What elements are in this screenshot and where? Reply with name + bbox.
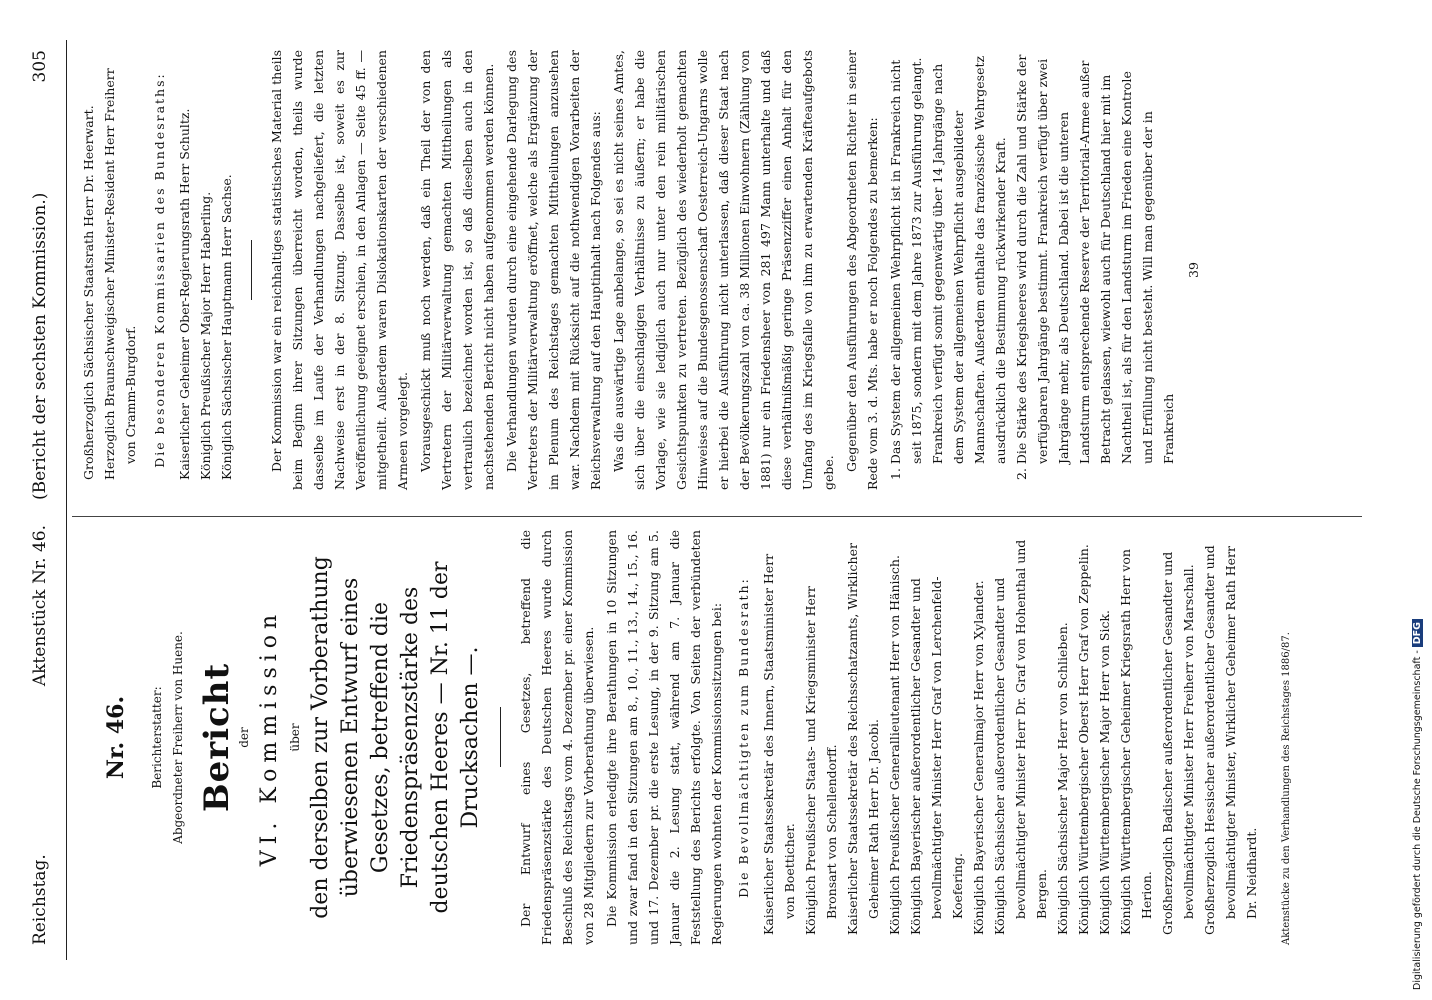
list-item: Großherzoglich Hessischer außerordentlicher Gesandter und bevollmächtigter Minister, Wirklicher Geheimer Rath Herr Dr. Neidhardt. [1202, 545, 1259, 935]
list-item: Königlich Württembergischer Oberst Herr Graf von Zeppelin. [1076, 544, 1091, 935]
document-number: Nr. 46. [103, 695, 129, 780]
ueber-label: über [288, 723, 302, 752]
header-reichstag: Reichstag. [30, 854, 50, 945]
reporter-label: Berichterstatter: [150, 686, 164, 789]
paragraph: Die Kommission erledigte ihre Berathungen in 10 Sitzungen und zwar fand in den Sitzungen am 8., 10., 11., 13., 14., 15., 16. und 17. Dezember pr. die erste Lesung, in der 9. Sitzung am 5. Januar die 2. Lesung statt, während am 7. Januar die Feststellung des Berichts erfolgte. Von Seiten der verbündeten Regierungen wohnten der Kommissionssitzungen bei: [604, 530, 724, 945]
list-item: Großherzoglich Sächsischer Staatsrath Herr Dr. Heerwart. [81, 105, 96, 480]
paragraph: Gegenüber den Ausführungen des Abgeordneten Richter in seiner Rede vom 3. d. Mts. habe er noch Folgendes zu bemerken: [844, 50, 880, 490]
numbered-item: 2. Die Stärke des Kriegsheeres wird durch die Zahl und Stärke der verfügbaren Jahrgänge bestimmt. Frankreich verfügt über zwei Jahrgänge mehr, als Deutschland. Dabei ist die unteren Landsturm entsprechende Reserve der Territorial-Armee außer Betracht gelassen, wiewohl auch für Deutschland hier mit im Nachtheil ist, als für den Landsturm im Frieden eine Kontrole und Erfüllung nicht besteht. Will man gegenüber der in Frankreich [1014, 54, 1176, 480]
plenipotentiaries-list [758, 530, 1262, 945]
reporter-name: Abgeordneter Freiherr von Huene. [171, 631, 185, 844]
report-title: den derselben zur Vorberathung überwiesenen Entwurf eines Gesetzes, betreffend die Friedenspräsenzstärke des deutschen Heeres — Nr. 11 der Drucksachen —. [308, 556, 483, 919]
list-item: Königlich Bayerischer Generalmajor Herr von Xylander. [971, 580, 986, 935]
header-left [30, 525, 66, 945]
header-right [30, 50, 66, 500]
header-aktenstueck: Aktenstück Nr. 46. [30, 525, 50, 687]
list-item: Königlich Preußischer Generallieutenant Herr von Hänisch. [887, 555, 902, 935]
numbered-item: 1. Das System der allgemeinen Wehrpflicht ist in Frankreich nicht seit 1875, sondern mit dem Jahre 1873 zur Ausführung gelangt. Frankreich verfügt somit gegenwärtig über 14 Jahrgänge nach dem System der allgemeinen Wehrpflicht ausgebildeter Mannschaften. Außerdem enthalte das französische Wehrgesetz ausdrücklich die Bestimmung rückwirkender Kraft. [888, 55, 1008, 480]
list-item: Königlich Preußischer Staats- und Kriegsminister Herr Bronsart von Schellendorff. [803, 586, 839, 935]
separator [251, 240, 252, 300]
commissioners-heading: Die besonderen Kommissarien des Bundesraths: [152, 72, 167, 468]
list-item: Königlich Bayerischer außerordentlicher Gesandter und bevollmächtigter Minister Herr Graf von Lerchenfeld-Koefering. [908, 576, 965, 935]
paragraph: Was die auswärtige Lage anbelange, so sei es nicht seines Amtes, sich über die einschlagigen Verhältnisse zu äußern; er habe die Vorlage, wie sie lediglich auch nur unter den rein militärischen Gesichtspunkten zu vertreten. Bezüglich des wiederholt gemachten Hinweises auf die Bundesgenossenschaft Oesterreich-Ungarns wolle er hierbei die Ausführung nicht unterlassen, daß dieser Staat nach der Bevölkerungszahl von ca. 38 Millionen Einwohnern (Zählung von 1881) nur ein Friedensheer von 281 497 Mann unterhalte und daß diese verhältnißmäßig geringe Präsenzziffer einen Anhalt für den Umfang des im Kriegsfalle von ihm zu erwartenden Kräfteaufgebots gebe. [611, 50, 836, 490]
list-item: Kaiserlicher Staatssekretär des Innern, Staatsminister Herr von Boetticher. [761, 553, 797, 935]
paragraph: Vorausgeschickt muß noch werden, daß ein Theil der von den Vertretern der Militärverwaltung gemachten Mittheilungen als vertraulich bezeichnet worden ist, so daß dieselben auch in den nachstehenden Bericht nicht haben aufgenommen werden können. [418, 50, 496, 490]
paragraph: Der Entwurf eines Gesetzes, betreffend die Friedenspräsenzstärke des Deutschen Heeres wurde durch Beschluß des Reichstags vom 4. Dezember pr. einer Kommission von 28 Mitgliedern zur Vorberathung überwiesen. [518, 530, 596, 945]
commission-heading: VI. Kommission [257, 608, 282, 867]
list-item: Königlich Württembergischer Major Herr von Sick. [1097, 610, 1112, 935]
list-item: Königlich Sächsischer Hauptmann Herr Sachse. [219, 174, 234, 480]
list-item: Herzoglich Braunschweigischer Minister-Resident Herr Freiherr von Cramm-Burgdorf. [102, 68, 138, 480]
signature-mark: 39 [1186, 262, 1201, 278]
list-item: Kaiserlicher Geheimer Ober-Regierungsrath Herr Schultz. [177, 108, 192, 480]
list-item: Königlich Sächsischer außerordentlicher Gesandter und bevollmächtigter Minister Herr Dr. Graf von Hohenthal und Bergen. [992, 539, 1049, 935]
dfg-logo: DFG [1412, 619, 1423, 647]
list-item: Königlich Sächsischer Major Herr von Schlieben. [1055, 622, 1070, 935]
left-column [78, 530, 1297, 945]
paragraph: Die Verhandlungen wurden durch eine eingehende Darlegung des Vertreters der Militärverwaltung eröffnet, welche als Ergänzung der im Plenum des Reichstages gemachten Mittheilungen anzusehen war. Nachdem mit Rücksicht auf die nothwendigen Vorarbeiten der Reichsverwaltung auf den Hauptinhalt nach Folgendes aus: [504, 50, 603, 490]
plenipotentiaries-heading: Die Bevollmächtigten zum Bundesrath: [736, 577, 751, 898]
der-label: der [237, 727, 251, 748]
header-rule [66, 40, 67, 960]
list-item: Königlich Preußischer Major Herr Haberling. [198, 191, 213, 480]
column-rule [72, 516, 1362, 517]
digitization-note [1412, 619, 1423, 990]
digitization-text: Digitalisierung gefördert durch die Deutsche Forschungsgemeinschaft - [1412, 650, 1423, 990]
list-item: Königlich Württembergischer Geheimer Kriegsrath Herr von Herion. [1118, 549, 1154, 935]
header-commission: (Bericht der sechsten Kommission.) [30, 192, 50, 500]
separator [500, 708, 501, 768]
right-column [78, 50, 1204, 490]
report-heading: Bericht [197, 662, 237, 813]
list-item: Großherzoglich Badischer außerordentlicher Gesandter und bevollmächtigter Minister Herr Freiherr von Marschall. [1160, 551, 1196, 935]
page-number: 305 [30, 50, 50, 83]
list-item: Kaiserlicher Staatssekretär des Reichsschatzamts, Wirklicher Geheimer Rath Herr Dr. Jacobi. [845, 543, 881, 935]
footnote: Aktenstücke zu den Verhandlungen des Reichstages 1886/87. [1281, 632, 1292, 945]
paragraph: Der Kommission war ein reichhaltiges statistisches Material theils beim Beginn ihrer Sitzungen überreicht worden, theils wurde dasselbe im Laufe der Verhandlungen nachgeliefert, die letzten Nachweise erst in der 8. Sitzung. Dasselbe ist, soweit es zur Veröffentlichung geeignet erschien, in den Anlagen — Seite 45 ff. — mitgetheilt. Außerdem waren Dislokationskarten der verschiedenen Armeen vorgelegt. [269, 50, 410, 490]
